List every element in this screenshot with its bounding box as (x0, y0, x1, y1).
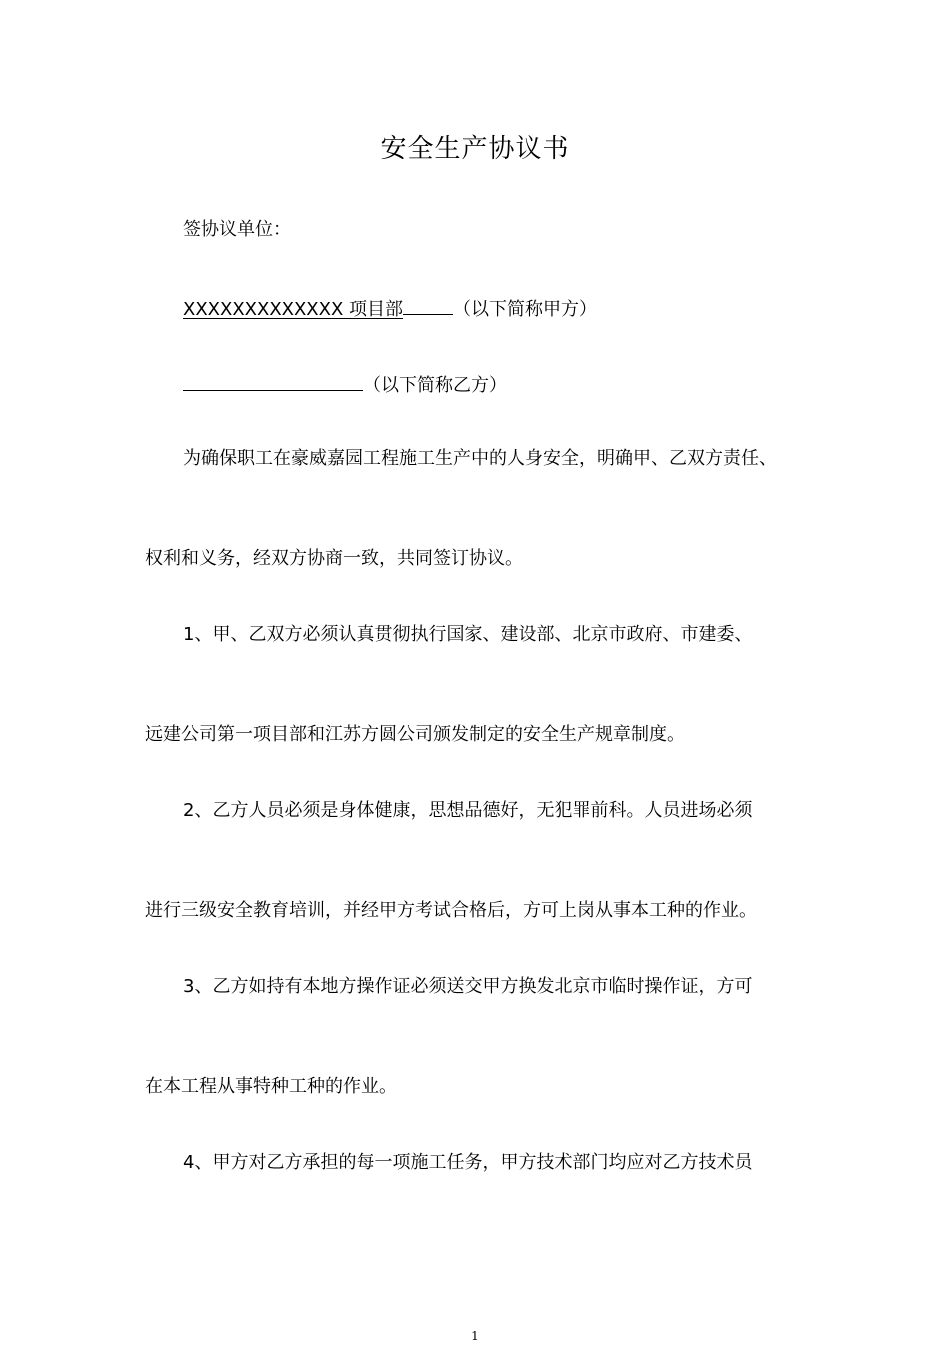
page-number: 1 (471, 1329, 479, 1343)
paragraph-line: 进行三级安全教育培训，并经甲方考试合格后，方可上岗从事本工种的作业。 (145, 900, 757, 921)
party-b-line (183, 370, 507, 398)
paragraph-line: 在本工程从事特种工种的作业。 (145, 1076, 397, 1097)
paragraph-line: 为确保职工在豪威嘉园工程施工生产中的人身安全，明确甲、乙双方责任、 (183, 448, 777, 469)
party-a-name: XXXXXXXXXXXXX 项目部 (183, 299, 404, 320)
party-a-line (183, 294, 597, 322)
party-a-blank (403, 294, 453, 315)
paragraph-line: 3、乙方如持有本地方操作证必须送交甲方换发北京市临时操作证，方可 (183, 976, 753, 997)
paragraph-line: 远建公司第一项目部和江苏方圆公司颁发制定的安全生产规章制度。 (145, 724, 685, 745)
paragraph-line: 4、甲方对乙方承担的每一项施工任务，甲方技术部门均应对乙方技术员 (183, 1152, 753, 1173)
party-b-blank (183, 370, 363, 391)
document-title: 安全生产协议书 (380, 134, 570, 164)
signing-label: 签协议单位： (183, 219, 291, 240)
party-b-suffix: （以下简称乙方） (363, 375, 507, 396)
paragraph-line: 权利和义务，经双方协商一致，共同签订协议。 (145, 548, 523, 569)
paragraph-line: 2、乙方人员必须是身体健康，思想品德好，无犯罪前科。人员进场必须 (183, 800, 753, 821)
party-a-suffix: （以下简称甲方） (453, 299, 598, 320)
paragraph-line: 1、甲、乙双方必须认真贯彻执行国家、建设部、北京市政府、市建委、 (183, 624, 753, 645)
